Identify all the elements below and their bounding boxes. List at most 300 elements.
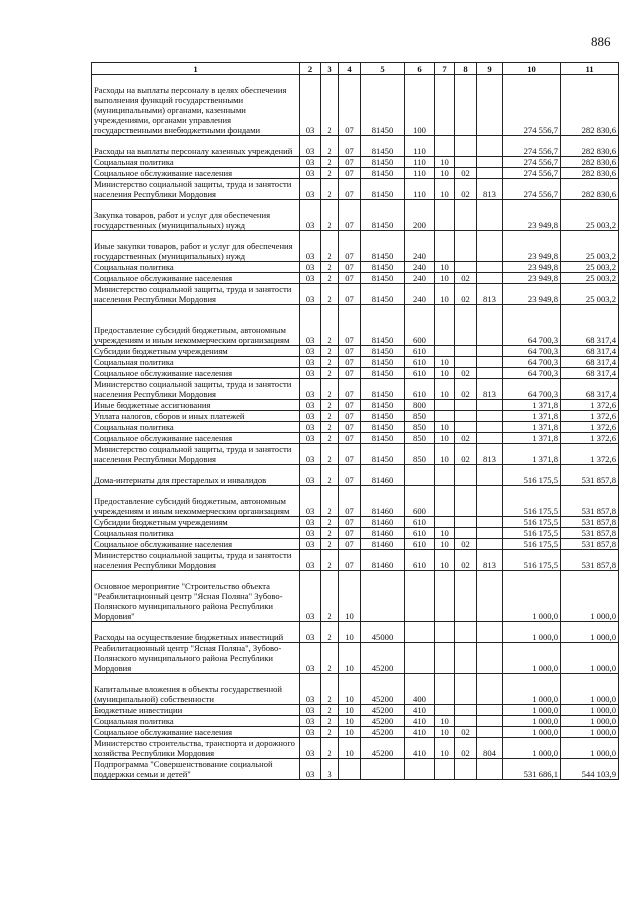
code-cell: 07 [339, 200, 361, 231]
code-cell: 81460 [361, 486, 405, 517]
table-row [92, 305, 619, 346]
row-name-cell: Закупка товаров, работ и услуг для обеспечения государственных (муниципальных) нужд [92, 200, 300, 231]
row-name-cell: Социальная политика [92, 157, 300, 168]
code-cell: 2 [321, 550, 339, 571]
amount-cell: 274 556,7 [503, 179, 561, 200]
code-cell: 610 [405, 550, 435, 571]
code-cell: 03 [300, 674, 321, 705]
table-row [92, 379, 619, 400]
code-cell: 2 [321, 157, 339, 168]
row-name-cell: Капитальные вложения в объекты государственной (муниципальной) собственности [92, 674, 300, 705]
row-name-cell: Министерство социальной защиты, труда и занятости населения Республики Мордовия [92, 444, 300, 465]
code-cell: 81450 [361, 231, 405, 262]
amount-cell: 1 000,0 [561, 571, 619, 622]
code-cell: 10 [435, 379, 455, 400]
code-cell [455, 262, 477, 273]
code-cell: 81450 [361, 433, 405, 444]
code-cell [455, 716, 477, 727]
code-cell: 81450 [361, 444, 405, 465]
code-cell: 81460 [361, 528, 405, 539]
table-row [92, 528, 619, 539]
code-cell [455, 75, 477, 136]
code-cell: 02 [455, 738, 477, 759]
amount-cell: 1 372,6 [561, 444, 619, 465]
table-row [92, 136, 619, 157]
code-cell [477, 759, 503, 780]
code-cell [455, 422, 477, 433]
code-cell: 81460 [361, 517, 405, 528]
code-cell: 81450 [361, 262, 405, 273]
code-cell: 610 [405, 379, 435, 400]
code-cell: 110 [405, 157, 435, 168]
code-cell [477, 305, 503, 346]
column-header: 4 [339, 63, 361, 75]
column-header: 3 [321, 63, 339, 75]
code-cell [477, 528, 503, 539]
code-cell: 10 [435, 727, 455, 738]
code-cell: 03 [300, 200, 321, 231]
code-cell: 07 [339, 550, 361, 571]
amount-cell: 531 857,8 [561, 517, 619, 528]
code-cell: 02 [455, 168, 477, 179]
code-cell: 2 [321, 444, 339, 465]
amount-cell: 1 371,8 [503, 400, 561, 411]
code-cell [455, 517, 477, 528]
code-cell: 2 [321, 705, 339, 716]
code-cell: 02 [455, 284, 477, 305]
code-cell [477, 727, 503, 738]
code-cell: 800 [405, 400, 435, 411]
amount-cell: 274 556,7 [503, 168, 561, 179]
code-cell [455, 571, 477, 622]
amount-cell: 1 372,6 [561, 400, 619, 411]
code-cell: 45200 [361, 705, 405, 716]
code-cell: 110 [405, 179, 435, 200]
code-cell: 2 [321, 75, 339, 136]
code-cell: 03 [300, 738, 321, 759]
amount-cell: 1 371,8 [503, 444, 561, 465]
code-cell [435, 305, 455, 346]
code-cell [455, 622, 477, 643]
row-name-cell: Социальное обслуживание населения [92, 433, 300, 444]
code-cell [455, 465, 477, 486]
code-cell [477, 517, 503, 528]
code-cell: 813 [477, 179, 503, 200]
row-name-cell: Субсидии бюджетным учреждениям [92, 517, 300, 528]
table-row [92, 705, 619, 716]
code-cell [477, 136, 503, 157]
row-name-cell: Субсидии бюджетным учреждениям [92, 346, 300, 357]
row-name-cell: Министерство социальной защиты, труда и занятости населения Республики Мордовия [92, 550, 300, 571]
amount-cell: 282 830,6 [561, 75, 619, 136]
code-cell: 100 [405, 75, 435, 136]
code-cell [435, 705, 455, 716]
amount-cell: 1 000,0 [561, 727, 619, 738]
code-cell: 03 [300, 643, 321, 674]
code-cell: 10 [435, 368, 455, 379]
code-cell: 81450 [361, 157, 405, 168]
table-row [92, 571, 619, 622]
code-cell [477, 716, 503, 727]
code-cell: 02 [455, 444, 477, 465]
code-cell [435, 75, 455, 136]
code-cell: 2 [321, 179, 339, 200]
code-cell: 07 [339, 433, 361, 444]
amount-cell: 1 000,0 [561, 674, 619, 705]
code-cell: 850 [405, 411, 435, 422]
code-cell: 81450 [361, 368, 405, 379]
code-cell: 110 [405, 136, 435, 157]
code-cell [455, 231, 477, 262]
code-cell: 03 [300, 433, 321, 444]
code-cell: 81450 [361, 284, 405, 305]
code-cell [477, 411, 503, 422]
amount-cell: 1 000,0 [561, 738, 619, 759]
table-row [92, 674, 619, 705]
code-cell: 07 [339, 528, 361, 539]
code-cell: 07 [339, 231, 361, 262]
amount-cell: 274 556,7 [503, 157, 561, 168]
code-cell [455, 643, 477, 674]
code-cell [477, 705, 503, 716]
code-cell: 2 [321, 200, 339, 231]
code-cell: 07 [339, 262, 361, 273]
amount-cell: 516 175,5 [503, 517, 561, 528]
code-cell [477, 422, 503, 433]
code-cell: 400 [405, 674, 435, 705]
amount-cell: 68 317,4 [561, 379, 619, 400]
code-cell [477, 465, 503, 486]
row-name-cell: Иные закупки товаров, работ и услуг для обеспечения государственных (муниципальных) нужд [92, 231, 300, 262]
code-cell [405, 643, 435, 674]
row-name-cell: Расходы на осуществление бюджетных инвестиций [92, 622, 300, 643]
amount-cell: 1 000,0 [503, 674, 561, 705]
code-cell: 45200 [361, 738, 405, 759]
code-cell [477, 622, 503, 643]
column-header: 10 [503, 63, 561, 75]
code-cell [477, 643, 503, 674]
table-row [92, 539, 619, 550]
code-cell: 03 [300, 75, 321, 136]
code-cell [435, 517, 455, 528]
code-cell: 03 [300, 550, 321, 571]
code-cell: 850 [405, 433, 435, 444]
code-cell: 02 [455, 433, 477, 444]
code-cell: 10 [339, 643, 361, 674]
code-cell: 03 [300, 273, 321, 284]
code-cell: 03 [300, 422, 321, 433]
amount-cell: 531 857,8 [561, 528, 619, 539]
code-cell: 240 [405, 262, 435, 273]
table-row [92, 727, 619, 738]
row-name-cell: Социальное обслуживание населения [92, 539, 300, 550]
amount-cell: 282 830,6 [561, 168, 619, 179]
code-cell: 200 [405, 200, 435, 231]
row-name-cell: Социальное обслуживание населения [92, 168, 300, 179]
code-cell [361, 759, 405, 780]
amount-cell: 1 372,6 [561, 433, 619, 444]
code-cell [477, 168, 503, 179]
amount-cell: 1 371,8 [503, 411, 561, 422]
code-cell: 10 [435, 262, 455, 273]
code-cell: 81450 [361, 411, 405, 422]
table-row [92, 157, 619, 168]
code-cell: 240 [405, 284, 435, 305]
code-cell: 2 [321, 433, 339, 444]
table-row [92, 262, 619, 273]
code-cell: 410 [405, 705, 435, 716]
table-body [92, 75, 619, 780]
row-name-cell: Социальная политика [92, 716, 300, 727]
code-cell: 2 [321, 716, 339, 727]
code-cell: 10 [339, 727, 361, 738]
amount-cell: 1 000,0 [561, 622, 619, 643]
code-cell: 2 [321, 262, 339, 273]
code-cell: 03 [300, 179, 321, 200]
code-cell [435, 400, 455, 411]
row-name-cell: Социальная политика [92, 262, 300, 273]
table-row [92, 273, 619, 284]
code-cell: 02 [455, 179, 477, 200]
amount-cell: 64 700,3 [503, 346, 561, 357]
code-cell: 2 [321, 465, 339, 486]
code-cell: 2 [321, 486, 339, 517]
code-cell: 07 [339, 179, 361, 200]
code-cell: 81460 [361, 539, 405, 550]
code-cell [477, 157, 503, 168]
code-cell: 07 [339, 539, 361, 550]
table-row [92, 422, 619, 433]
column-header: 11 [561, 63, 619, 75]
table-row [92, 200, 619, 231]
code-cell: 81450 [361, 75, 405, 136]
code-cell [477, 571, 503, 622]
code-cell: 81450 [361, 179, 405, 200]
code-cell: 610 [405, 346, 435, 357]
code-cell: 600 [405, 305, 435, 346]
code-cell: 10 [339, 705, 361, 716]
table-row [92, 179, 619, 200]
code-cell: 10 [339, 738, 361, 759]
code-cell [455, 528, 477, 539]
table-row [92, 357, 619, 368]
row-name-cell: Предоставление субсидий бюджетным, автономным учреждениям и иным некоммерческим организациям [92, 305, 300, 346]
code-cell: 03 [300, 357, 321, 368]
table-row [92, 346, 619, 357]
code-cell: 07 [339, 368, 361, 379]
code-cell: 02 [455, 550, 477, 571]
code-cell [477, 346, 503, 357]
code-cell: 07 [339, 400, 361, 411]
code-cell: 03 [300, 136, 321, 157]
table-row [92, 550, 619, 571]
code-cell: 10 [435, 528, 455, 539]
table-row [92, 486, 619, 517]
amount-cell: 516 175,5 [503, 539, 561, 550]
code-cell: 81450 [361, 273, 405, 284]
amount-cell: 23 949,8 [503, 262, 561, 273]
table-row [92, 168, 619, 179]
code-cell: 07 [339, 168, 361, 179]
amount-cell: 531 857,8 [561, 465, 619, 486]
table-row [92, 738, 619, 759]
code-cell [455, 157, 477, 168]
code-cell: 07 [339, 486, 361, 517]
code-cell: 03 [300, 168, 321, 179]
code-cell: 03 [300, 622, 321, 643]
column-header: 9 [477, 63, 503, 75]
table-row [92, 75, 619, 136]
code-cell [477, 200, 503, 231]
code-cell: 03 [300, 727, 321, 738]
amount-cell: 1 000,0 [561, 716, 619, 727]
row-name-cell: Социальное обслуживание населения [92, 273, 300, 284]
amount-cell: 23 949,8 [503, 284, 561, 305]
code-cell: 410 [405, 738, 435, 759]
amount-cell: 1 000,0 [503, 622, 561, 643]
amount-cell: 544 103,9 [561, 759, 619, 780]
code-cell: 07 [339, 75, 361, 136]
code-cell: 10 [435, 422, 455, 433]
code-cell: 07 [339, 465, 361, 486]
amount-cell: 1 371,8 [503, 422, 561, 433]
code-cell [435, 136, 455, 157]
amount-cell: 516 175,5 [503, 550, 561, 571]
code-cell: 81460 [361, 465, 405, 486]
code-cell: 81450 [361, 400, 405, 411]
code-cell: 03 [300, 231, 321, 262]
code-cell: 2 [321, 643, 339, 674]
amount-cell: 1 000,0 [503, 571, 561, 622]
column-header: 5 [361, 63, 405, 75]
code-cell: 610 [405, 528, 435, 539]
amount-cell: 25 003,2 [561, 284, 619, 305]
code-cell: 2 [321, 346, 339, 357]
row-name-cell: Социальная политика [92, 422, 300, 433]
code-cell: 03 [300, 705, 321, 716]
code-cell: 10 [435, 716, 455, 727]
code-cell: 813 [477, 379, 503, 400]
amount-cell: 274 556,7 [503, 136, 561, 157]
code-cell [435, 486, 455, 517]
code-cell [435, 571, 455, 622]
code-cell [477, 357, 503, 368]
code-cell [455, 357, 477, 368]
amount-cell: 516 175,5 [503, 465, 561, 486]
code-cell [477, 368, 503, 379]
row-name-cell: Предоставление субсидий бюджетным, автономным учреждениям и иным некоммерческим организациям [92, 486, 300, 517]
code-cell: 2 [321, 136, 339, 157]
page-number: 886 [591, 34, 611, 49]
amount-cell: 23 949,8 [503, 231, 561, 262]
code-cell: 45200 [361, 716, 405, 727]
code-cell: 2 [321, 400, 339, 411]
row-name-cell: Основное мероприятие "Строительство объекта "Реабилитационный центр "Ясная Поляна" Зубово-Полянского муниципального района Республики Мордовия" [92, 571, 300, 622]
code-cell [435, 346, 455, 357]
code-cell: 03 [300, 305, 321, 346]
code-cell [455, 346, 477, 357]
code-cell [455, 759, 477, 780]
code-cell [455, 486, 477, 517]
table-row [92, 622, 619, 643]
code-cell: 610 [405, 517, 435, 528]
code-cell: 813 [477, 550, 503, 571]
code-cell: 03 [300, 539, 321, 550]
code-cell: 10 [435, 444, 455, 465]
code-cell: 81450 [361, 305, 405, 346]
code-cell: 850 [405, 422, 435, 433]
code-cell: 81450 [361, 346, 405, 357]
code-cell: 03 [300, 486, 321, 517]
amount-cell: 68 317,4 [561, 357, 619, 368]
code-cell [477, 674, 503, 705]
code-cell: 07 [339, 284, 361, 305]
code-cell [435, 643, 455, 674]
code-cell [435, 200, 455, 231]
code-cell [455, 200, 477, 231]
amount-cell: 531 857,8 [561, 539, 619, 550]
code-cell: 410 [405, 716, 435, 727]
code-cell: 03 [300, 465, 321, 486]
code-cell: 2 [321, 273, 339, 284]
code-cell: 81450 [361, 379, 405, 400]
amount-cell: 68 317,4 [561, 305, 619, 346]
code-cell: 600 [405, 486, 435, 517]
code-cell: 02 [455, 273, 477, 284]
code-cell: 81450 [361, 422, 405, 433]
code-cell: 03 [300, 262, 321, 273]
amount-cell: 282 830,6 [561, 157, 619, 168]
code-cell: 07 [339, 346, 361, 357]
amount-cell: 64 700,3 [503, 379, 561, 400]
column-header: 1 [92, 63, 300, 75]
code-cell: 45200 [361, 674, 405, 705]
code-cell: 813 [477, 444, 503, 465]
table-row [92, 368, 619, 379]
code-cell: 10 [435, 550, 455, 571]
code-cell: 804 [477, 738, 503, 759]
code-cell: 2 [321, 305, 339, 346]
code-cell: 07 [339, 379, 361, 400]
code-cell: 03 [300, 716, 321, 727]
amount-cell: 1 000,0 [503, 716, 561, 727]
code-cell: 03 [300, 284, 321, 305]
code-cell: 2 [321, 368, 339, 379]
code-cell: 81450 [361, 200, 405, 231]
code-cell: 10 [339, 622, 361, 643]
code-cell: 02 [455, 539, 477, 550]
code-cell: 02 [455, 368, 477, 379]
code-cell: 81460 [361, 550, 405, 571]
code-cell [435, 411, 455, 422]
row-name-cell: Бюджетные инвестиции [92, 705, 300, 716]
amount-cell: 64 700,3 [503, 357, 561, 368]
code-cell: 10 [435, 284, 455, 305]
code-cell: 2 [321, 422, 339, 433]
code-cell: 81450 [361, 357, 405, 368]
code-cell [477, 262, 503, 273]
budget-table [91, 62, 619, 780]
amount-cell: 64 700,3 [503, 368, 561, 379]
row-name-cell: Дома-интернаты для престарелых и инвалидов [92, 465, 300, 486]
table-row [92, 231, 619, 262]
code-cell: 240 [405, 273, 435, 284]
table-row [92, 517, 619, 528]
code-cell [339, 759, 361, 780]
code-cell: 2 [321, 539, 339, 550]
table-row [92, 716, 619, 727]
amount-cell: 25 003,2 [561, 273, 619, 284]
